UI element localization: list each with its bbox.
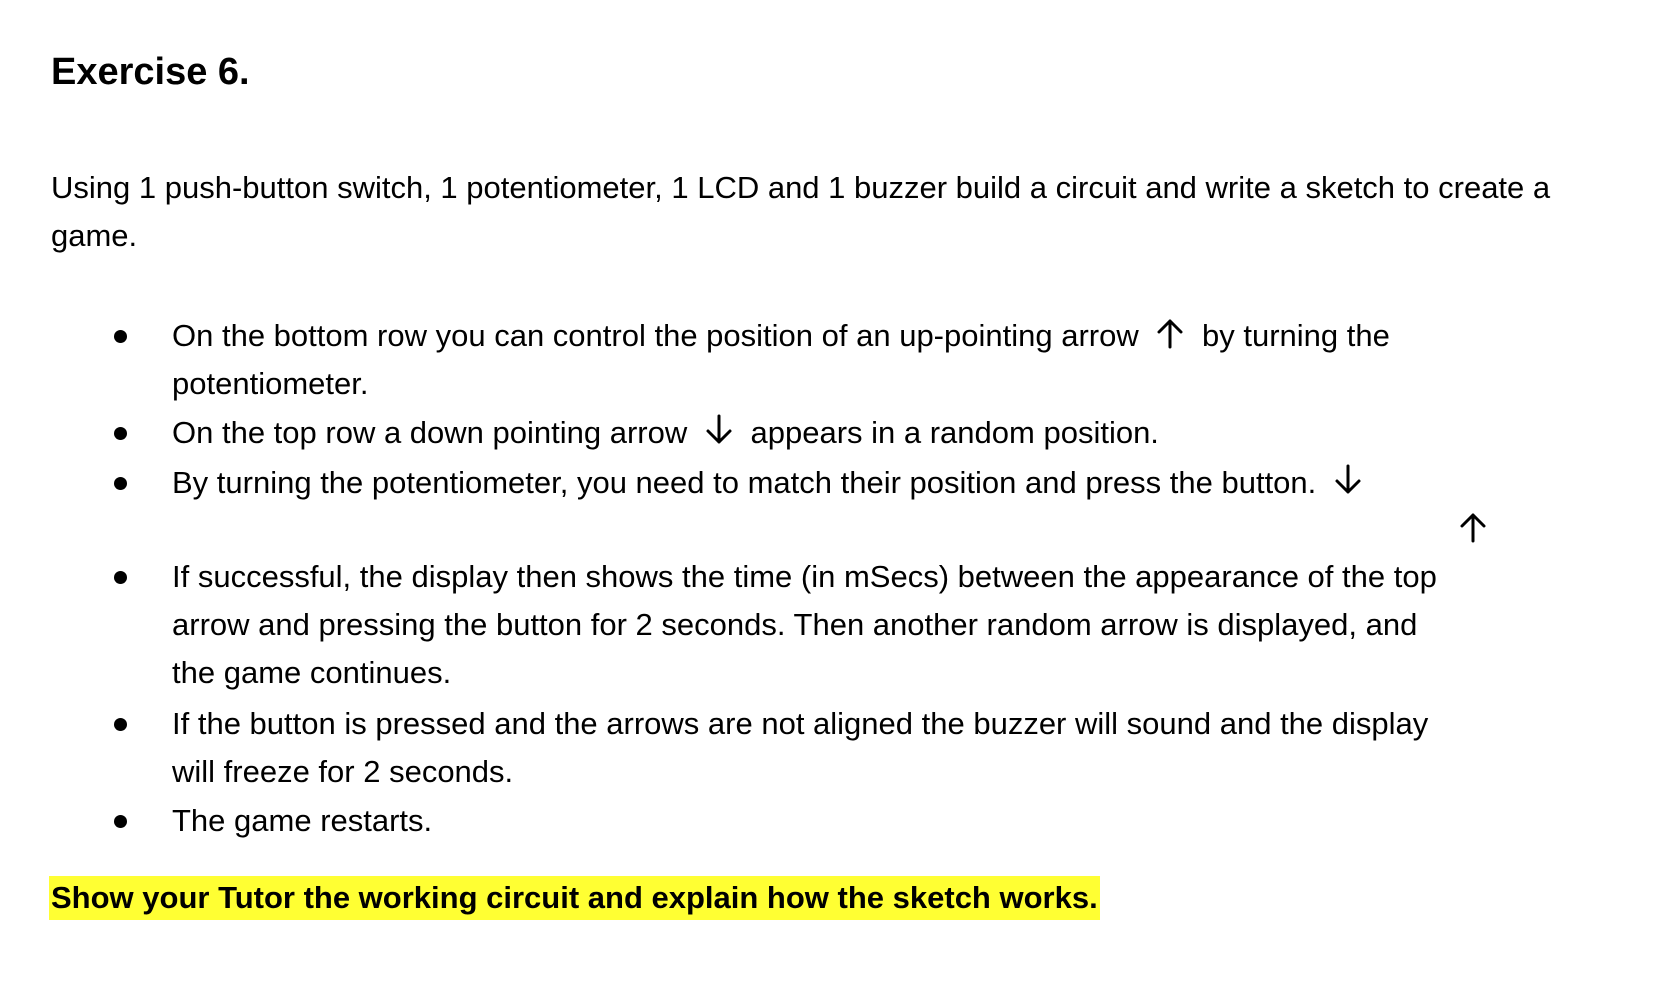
list-item-text: On the bottom row you can control the position of an up-pointing arrow <box>172 318 1139 353</box>
down-arrow-icon <box>702 413 736 447</box>
down-arrow-icon <box>1331 463 1365 497</box>
highlighted-instruction: Show your Tutor the working circuit and explain how the sketch works. <box>49 876 1100 920</box>
bullet-dot <box>114 330 127 343</box>
bullet-dot <box>114 427 127 440</box>
bullet-dot <box>114 571 127 584</box>
intro-paragraph: Using 1 push-button switch, 1 potentiometer, 1 LCD and 1 buzzer build a circuit and write a sketch to create a game. <box>51 170 1551 253</box>
list-item-line <box>172 312 1390 360</box>
list-item-line <box>172 459 1365 507</box>
exercise-heading: Exercise 6. <box>51 51 250 93</box>
up-arrow-icon <box>1153 316 1187 350</box>
bullet-dot <box>114 477 127 490</box>
list-item-line: will freeze for 2 seconds. <box>172 754 514 789</box>
list-item-text: by turning the <box>1201 318 1390 353</box>
list-item-line: potentiometer. <box>172 366 369 401</box>
list-item-line: the game continues. <box>172 655 452 690</box>
bullet-dot <box>114 815 127 828</box>
list-item-text: On the top row a down pointing arrow <box>172 415 688 450</box>
list-item-text: appears in a random position. <box>750 415 1159 450</box>
list-item-line <box>172 409 1159 457</box>
up-arrow-icon <box>1456 510 1490 544</box>
list-item-line: The game restarts. <box>172 803 433 838</box>
list-item-text: By turning the potentiometer, you need to match their position and press the button. <box>172 465 1317 500</box>
list-item-line: If successful, the display then shows the time (in mSecs) between the appearance of the top <box>172 559 1437 594</box>
bullet-dot <box>114 718 127 731</box>
list-item-line: If the button is pressed and the arrows are not aligned the buzzer will sound and the display <box>172 706 1429 741</box>
list-item-line: arrow and pressing the button for 2 seconds. Then another random arrow is displayed, and <box>172 607 1418 642</box>
